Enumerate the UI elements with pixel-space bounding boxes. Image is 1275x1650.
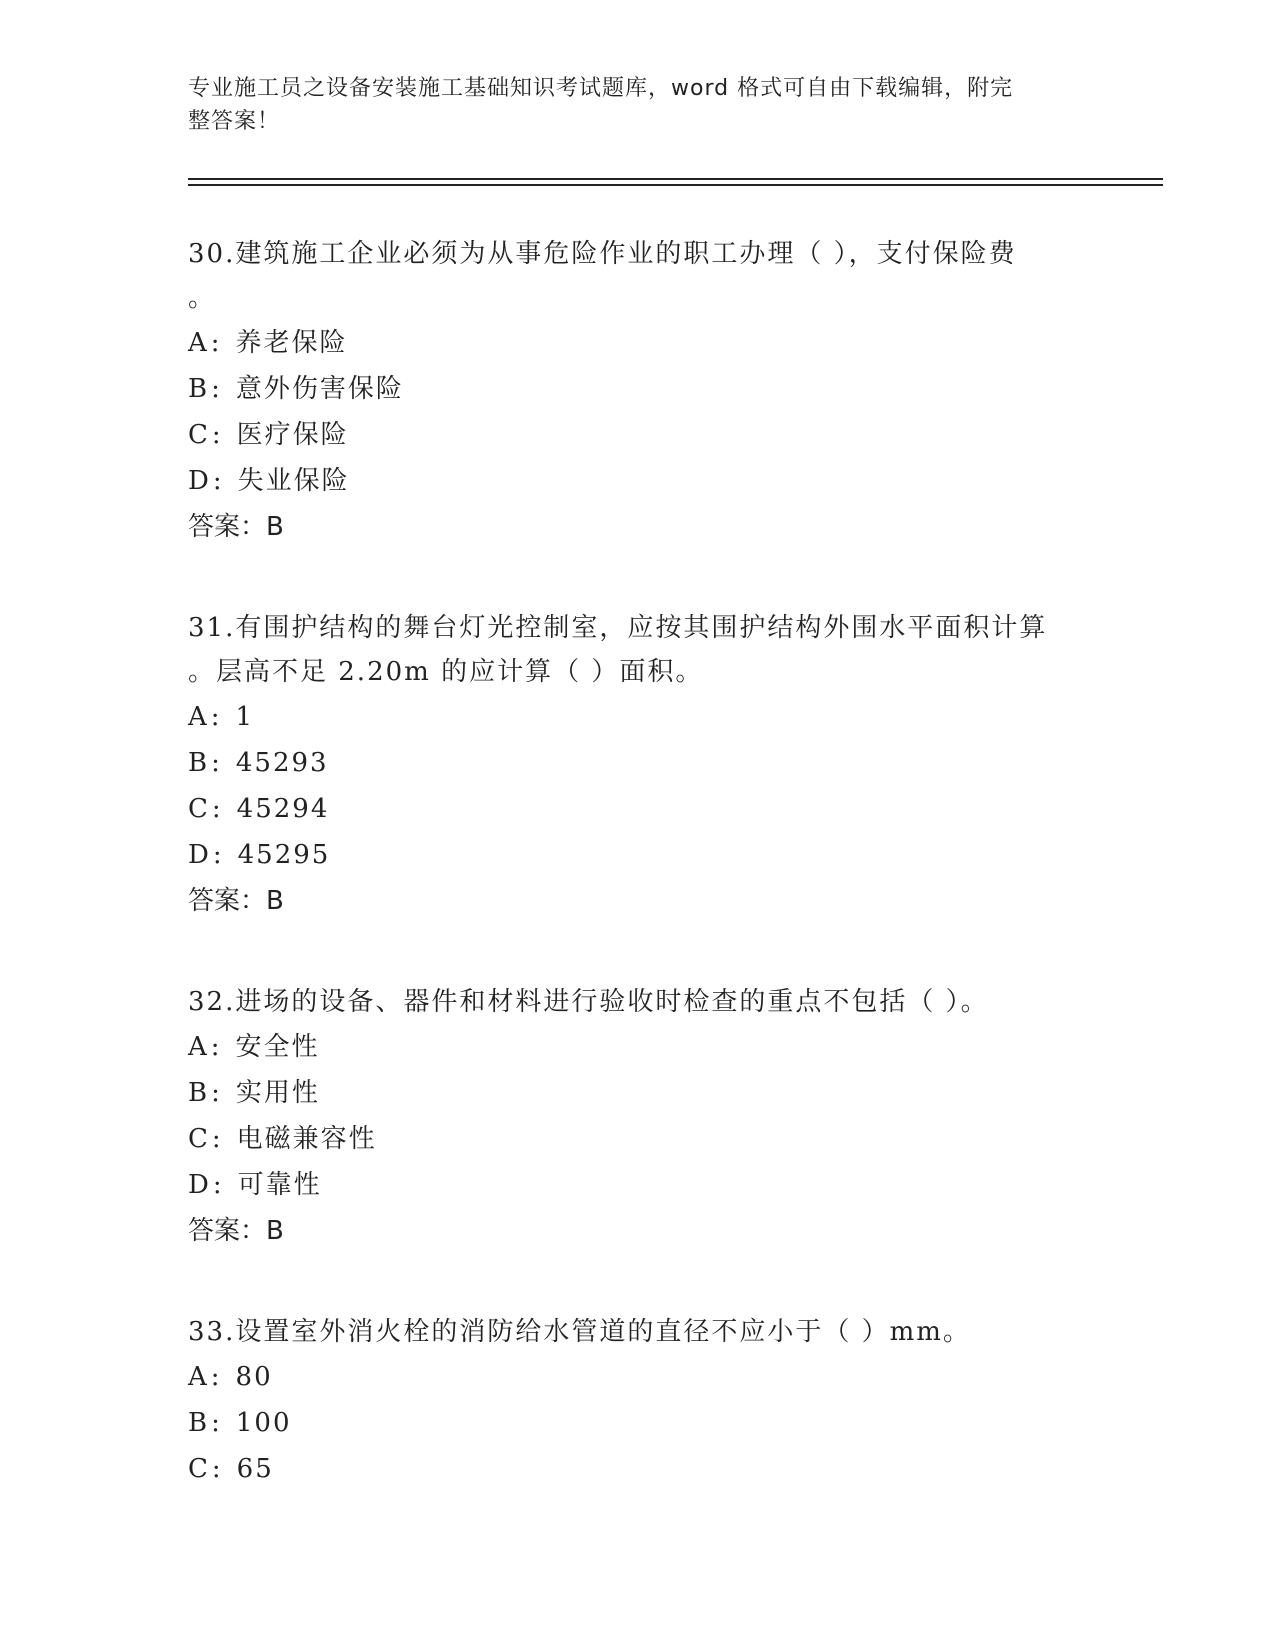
option-letter: C xyxy=(188,420,210,450)
option-separator: : xyxy=(210,1362,222,1392)
option-letter: A xyxy=(188,702,209,732)
option-a xyxy=(188,1354,1088,1400)
option-text: 可靠性 xyxy=(237,1170,322,1200)
question-33 xyxy=(188,1310,1088,1492)
option-letter: B xyxy=(188,748,210,778)
option-text: 医疗保险 xyxy=(236,420,349,450)
option-separator: : xyxy=(210,1032,222,1062)
option-d xyxy=(188,1162,1088,1208)
option-separator: : xyxy=(211,794,223,824)
option-text: 失业保险 xyxy=(237,466,350,496)
option-text: 安全性 xyxy=(235,1032,320,1062)
option-separator: : xyxy=(211,1408,222,1438)
header-line-2: 整答案！ xyxy=(188,109,281,134)
option-separator: : xyxy=(210,702,222,732)
option-letter: A xyxy=(188,1032,209,1062)
question-spacer xyxy=(188,550,1088,606)
option-letter: A xyxy=(188,1362,209,1392)
header-divider-top xyxy=(188,178,1163,180)
option-text: 80 xyxy=(235,1362,273,1392)
option-separator: : xyxy=(212,840,224,870)
option-b xyxy=(188,1070,1088,1116)
option-letter: B xyxy=(188,374,210,404)
option-letter: B xyxy=(188,1408,210,1438)
document-header xyxy=(188,72,1088,138)
option-letter: D xyxy=(188,466,211,496)
option-b xyxy=(188,1400,1088,1446)
option-a xyxy=(188,1024,1088,1070)
option-text: 45293 xyxy=(235,748,329,778)
question-30 xyxy=(188,232,1088,550)
question-stem: 31.有围护结构的舞台灯光控制室，应按其围护结构外围水平面积计算 xyxy=(188,613,1048,643)
option-text: 100 xyxy=(235,1408,292,1438)
option-d xyxy=(188,458,1088,504)
option-letter: B xyxy=(188,1078,210,1108)
option-letter: C xyxy=(188,1454,210,1484)
question-stem-continued: 。层高不足 2.20m 的应计算（ ）面积。 xyxy=(188,657,704,687)
option-c xyxy=(188,1446,1088,1492)
option-separator: : xyxy=(212,466,224,496)
header-line-1: 专业施工员之设备安装施工基础知识考试题库，word 格式可自由下载编辑，附完 xyxy=(188,76,1014,101)
option-text: 1 xyxy=(235,702,255,732)
option-text: 实用性 xyxy=(235,1078,320,1108)
question-spacer xyxy=(188,1254,1088,1310)
question-stem-continued: 。 xyxy=(188,283,217,313)
option-letter: D xyxy=(188,1170,211,1200)
option-separator: : xyxy=(211,374,222,404)
option-separator: : xyxy=(210,328,222,358)
option-separator: : xyxy=(211,1124,223,1154)
answer-line: 答案：B xyxy=(188,1216,284,1246)
question-stem: 30.建筑施工企业必须为从事危险作业的职工办理（ ），支付保险费 xyxy=(188,239,1017,269)
question-stem: 33.设置室外消火栓的消防给水管道的直径不应小于（ ）mm。 xyxy=(188,1317,971,1347)
option-separator: : xyxy=(211,1454,223,1484)
option-text: 养老保险 xyxy=(235,328,348,358)
option-text: 45295 xyxy=(237,840,331,870)
option-letter: C xyxy=(188,794,210,824)
option-a xyxy=(188,694,1088,740)
option-d xyxy=(188,832,1088,878)
option-separator: : xyxy=(211,420,223,450)
option-text: 65 xyxy=(236,1454,274,1484)
header-divider-bottom xyxy=(188,184,1163,186)
option-c xyxy=(188,1116,1088,1162)
option-separator: : xyxy=(212,1170,224,1200)
option-letter: C xyxy=(188,1124,210,1154)
option-letter: D xyxy=(188,840,211,870)
question-list xyxy=(188,232,1088,1492)
question-32 xyxy=(188,980,1088,1254)
question-stem: 32.进场的设备、器件和材料进行验收时检查的重点不包括（ ）。 xyxy=(188,987,989,1017)
option-b xyxy=(188,366,1088,412)
answer-line: 答案：B xyxy=(188,512,284,542)
option-letter: A xyxy=(188,328,209,358)
option-c xyxy=(188,412,1088,458)
option-text: 45294 xyxy=(236,794,330,824)
option-text: 电磁兼容性 xyxy=(236,1124,377,1154)
option-separator: : xyxy=(211,1078,222,1108)
option-text: 意外伤害保险 xyxy=(235,374,404,404)
option-separator: : xyxy=(211,748,222,778)
option-b xyxy=(188,740,1088,786)
question-spacer xyxy=(188,924,1088,980)
option-a xyxy=(188,320,1088,366)
answer-line: 答案：B xyxy=(188,886,284,916)
question-31 xyxy=(188,606,1088,924)
option-c xyxy=(188,786,1088,832)
